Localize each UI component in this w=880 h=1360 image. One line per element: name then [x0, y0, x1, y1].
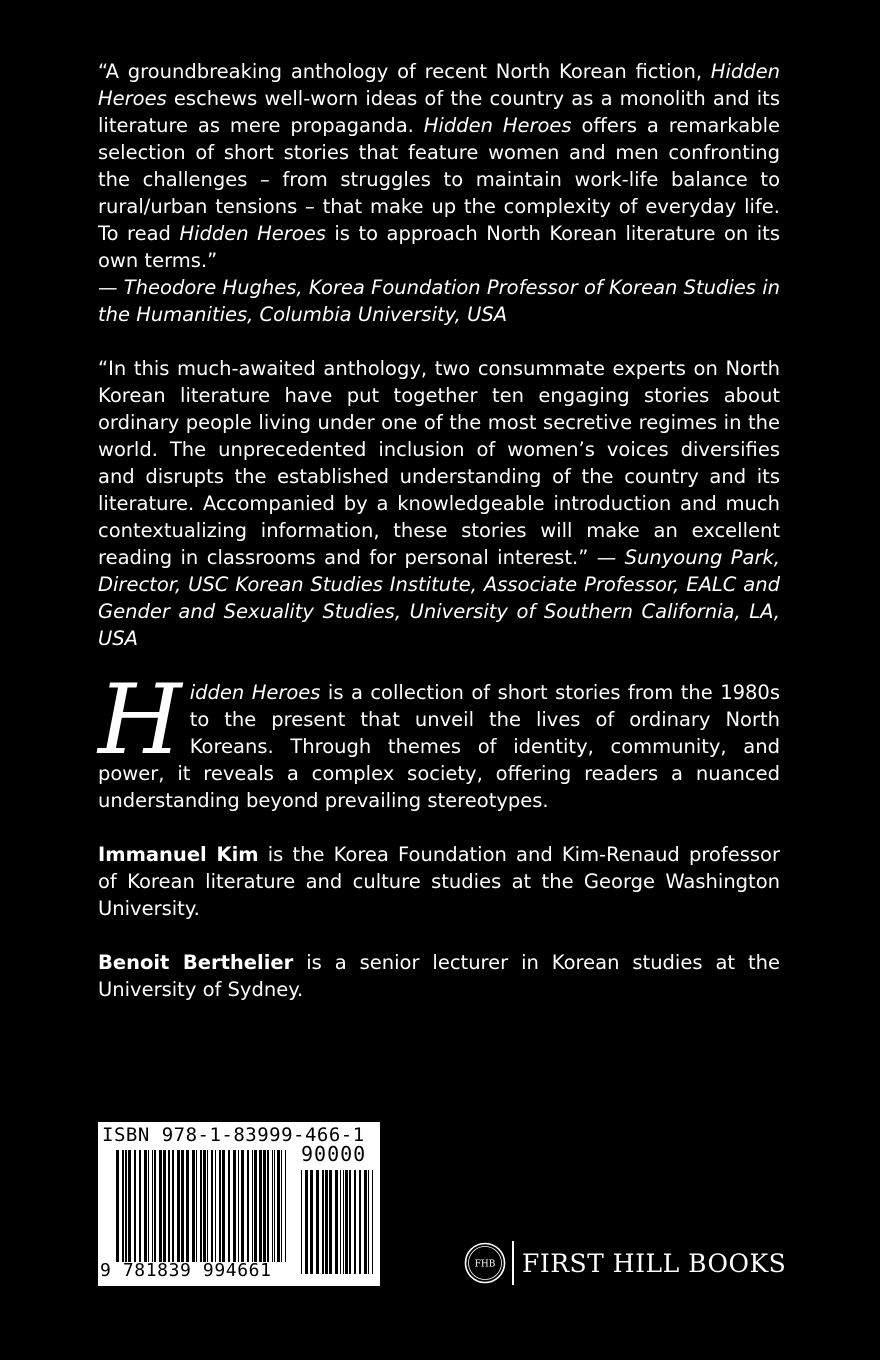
drop-cap: H [98, 664, 182, 776]
book-title-italic: Hidden Heroes [423, 114, 572, 137]
isbn-number: ISBN 978-1-83999-466-1 [102, 1124, 365, 1146]
publisher-seal-icon [464, 1242, 506, 1284]
publisher-name: FIRST HILL BOOKS [522, 1248, 787, 1278]
author-name: Benoit Berthelier [98, 951, 294, 974]
barcode-addon-bars [301, 1170, 373, 1274]
publisher-divider [512, 1241, 514, 1285]
quote-attribution: — Theodore Hughes, Korea Foundation Professor of Korean Studies in the Humanities, Columbia University, USA [98, 276, 780, 326]
ean-digits: 9 781839 994661 [100, 1260, 272, 1281]
book-title-italic: Hidden Heroes [179, 222, 326, 245]
barcode-bars [116, 1150, 286, 1262]
blurb-quote-hughes: “A groundbreaking anthology of recent North Korean fiction, Hidden Heroes eschews well-worn ideas of the country as a monolith and its literature as mere propaganda. Hidden Heroes offers a remarkable selection of short stories that feature women and men confronting the challenges – from struggles to maintain work-life balance to rural/urban tensions – that make up the complexity of everyday life. To read Hidden Heroes is to approach North Korean literature on its own terms.” — Theodore Hughes, Korea Foundation Professor of Korean Studies in the Humanities, Columbia University, USA [98, 60, 781, 326]
book-description: Hidden Heroes is a collection of short stories from the 1980s to the present that unveil the lives of ordinary North Koreans. Through themes of identity, community, and power, it reveals a complex society, offering readers a nuanced understanding beyond prevailing stereotypes. [98, 664, 780, 812]
author-bio: Benoit Berthelier is a senior lecturer in Korean studies at the University of Sydney. [98, 951, 780, 1001]
author-bio: Immanuel Kim is the Korea Foundation and Kim-Renaud professor of Korean literature and culture studies at the George Washington University. [98, 843, 780, 920]
price-code: 90000 [301, 1142, 367, 1166]
book-title-italic: Hidden Heroes [98, 60, 780, 110]
svg-text:FHB: FHB [474, 1259, 496, 1270]
back-cover-text [98, 58, 780, 1003]
quote-attribution: — Sunyoung Park, Director, USC Korean Studies Institute, Associate Professor, EALC and Gender and Sexuality Studies, University of Southern California, LA, USA [98, 546, 780, 650]
blurb-quote-park: “In this much-awaited anthology, two consummate experts on North Korean literature have put together ten engaging stories about ordinary people living under one of the most secretive regimes in the world. The unprecedented inclusion of women’s voices diversifies and disrupts the established understanding of the country and its literature. Accompanied by a knowledgeable introduction and much contextualizing information, these stories will make an excellent reading in classrooms and for personal interest.” — Sunyoung Park, Director, USC Korean Studies Institute, Associate Professor, EALC and Gender and Sexuality Studies, University of Southern California, LA, USA [98, 357, 780, 650]
publisher-logo [464, 1240, 786, 1286]
book-title-italic: idden Heroes [189, 681, 321, 704]
author-name: Immanuel Kim [98, 843, 259, 866]
isbn-barcode [98, 1122, 380, 1286]
